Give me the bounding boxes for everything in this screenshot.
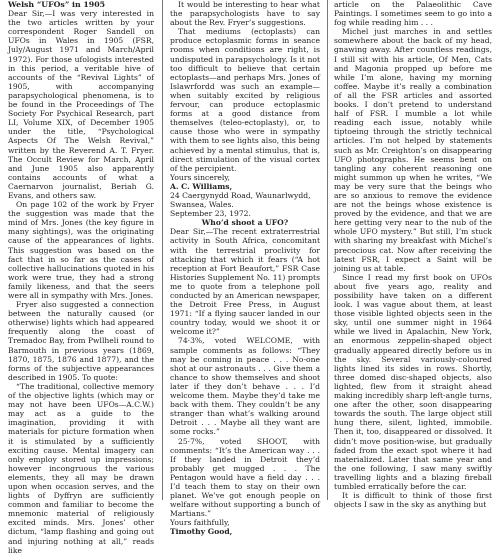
quoted-paragraph: “The traditional, collective memory of the objective lights (which may or may not have been UFOs—A.C.W.) may act as a guide to the imagination, providing it with materials for picture formation when it is stimulated by a sufficiently exciting cause. Mental imagery can only employ stored up impressions; however incongruous the various elements, they all may be drawn upon when occasion serves, and the lights of Dyffryn are sufficiently common and familiar to become the mnemonic material of religiously excited minds. Mrs. Jones’ other dictum, “lamp flashing and going out and injuring nothing at all,” reads like (8, 381, 154, 555)
paragraph: It would be interesting to hear what the parapsychologists have to say about the Rev. Fryer’s suggestions. (170, 0, 320, 28)
paragraph: On page 102 of the work by Fryer the suggestion was made that the mind of Mrs. Jones (the key figure in many sightings), was the originating cause of the appearances of lights. This suggestion was based on the fact that in so far as the cases of collective hallucinations quoted in his work were true, they had a strong family likeness, and that the seers were all in sympathy with Mrs. Jones. (8, 200, 154, 300)
paragraph: Dear Sir,—I was very interested in the two articles written by your correspondent Roger Sandell on UFOs in Wales in 1905 (FSR, July/August 1971 and March/April 1972). For those ufologists interested in this period, a veritable hive of accounts of the “Revival Lights” of 1905, with accompanying parapsychological phenomena, is to be found in the Proceedings of The Society For Psychical Research, part LI, Volume XIX, of December 1905 under the title, “Psychological Aspects Of The Welsh Revival,” written by the Reverend A. T. Fryer. The Occult Review for March, April and June 1905 also apparently contains accounts of what a Caernarvon journalist, Beriah G. Evans, and others saw. (8, 9, 154, 200)
paragraph: 74·3%, voted WELCOME, with sample comments as follows: “They may be coming in peace . . . No-one shot at our astronauts . . . Give them a chance to show themselves and shoot later if they don’t behave . . . I’d welcome them. Maybe they’d take me back with them. They couldn’t be any stranger than what’s walking around Detroit . . . Maybe all they want are some rocks.” (170, 336, 320, 437)
closing-line: Yours faithfully, (170, 518, 230, 528)
signature-block (170, 518, 320, 536)
author-name: A. C. Williams, (170, 181, 233, 191)
column-middle (170, 0, 320, 537)
paragraph: Dear Sir,—The recent extraterrestrial activity in South Africa, concomitant with the terrestrial proclivity for attacking that which it fears (“A hot reception at Fort Beaufort,” FSR Case Histories Supplement No. 11) prompts me to quote from a telephone poll conducted by an American newspaper, the Detroit Free Press, in August 1971: “If a flying saucer landed in our country today, would we shoot it or welcome it?” (170, 227, 320, 337)
paragraph: Michel just marches in and settles somewhere about the back of my head, gnawing away. After countless readings, I still sit with his article, Of Men, Cats and Magonia propped up before me while I’m alone, having my morning coffee. Maybe it’s really a combination of all the FSR articles and assorted books. I don’t pretend to understand half of FSR. I mumble a lot while reading each issue, notably while tiptoeing through the strictly technical articles. I’m not helped by statements such as Mr. Creighton’s on disappearing UFO photographs. He seems bent on tangling any coherent reasoning one might summon up when he writes, “We may be very sure that the beings who are so anxious to remove the evidence are not the beings whose existence is proved by the evidence, and that we are here getting very near to the nub of the whole UFO mystery.” But still, I’m stuck with sharing my breakfast with Michel’s precocious cat. Now after receiving the latest FSR, I expect a Saint will be joining us at table. (334, 27, 492, 273)
paragraph: That mediums (ectoplasts) can produce ectoplasmic forms in seance rooms when conditions are right, is undisputed in parapsychology. Is it not too difficult to believe that certain ectoplasts—and perhaps Mrs. Jones of Islawrfordd was such an example—when suitably excited by religious fervour, can produce ectoplasmic forms at a good distance from themselves (teleo-ectoplasty), or, to cause those who were in sympathy with them to see lights also, this being achieved by a mental stimulus, that is, direct stimulation of the visual cortex of the percipient. (170, 27, 320, 173)
signature-block (170, 173, 320, 218)
letter-heading-shoot-ufo: Who’d shoot a UFO? (201, 218, 289, 228)
letter-date: September 23, 1972. (170, 209, 251, 219)
paragraph: Since I read my first book on UFOs about five years ago, reality and possibility have taken on a different look. I was vague about them, at least those visible lighted objects seen in the sky, until one summer night in 1964 while we lived in Apalachin, New York, an enormous zeppelin-shaped object gradually appeared directly before us in the sky. Several variously-coloured lights lined its sides in rows. Shortly, three domed disc-shaped objects, also lighted, flew from it straight ahead making incredibly sharp left-angle turns, one after the other, soon disappearing towards the south. The large object still hung there, silent, lighted, immobile. Then it, too, disappeared or dissolved. It didn’t move position-wise, but gradually faded from the exact spot where it had materialized. Later that same year and the one following, I saw many swiftly travelling lights and a blazing fireball tumbled erratically before the car. (334, 272, 492, 491)
paragraph: Fryer also suggested a connection between the naturally caused (or otherwise) lights which had appeared frequently along the coast of Tremadoc Bay, from Pwllheli round to Barmouth in previous years (1869, 1870, 1875, 1876 and 1877), and the forms of the subjective appearances described in 1905. To quote: (8, 300, 154, 382)
closing-line: Yours sincerely, (170, 172, 230, 182)
column-left (8, 0, 154, 555)
column-divider (327, 0, 328, 500)
author-address: Swansea, Wales. (170, 200, 234, 210)
author-name: Timothy Good, (170, 527, 233, 537)
paragraph: article on the Palaeolithic Cave Paintings. I sometimes seem to go into a fog while reading him . . . (334, 0, 492, 28)
column-divider (162, 0, 163, 500)
author-address: 24 Caergynydd Road, Waunarlwydd, (170, 190, 311, 200)
column-right (334, 0, 492, 509)
paragraph: 25·7%, voted SHOOT, with comments: “It’s the American way . . . If they landed in Detroit they’d probably get mugged . . . The Pentagon would have a field day . . . I’d teach them to stay on their own planet. We’ve got enough people on welfare without supporting a bunch of Martians.” (170, 436, 320, 519)
paragraph: It is difficult to think of those first objects I saw in the sky as anything but (334, 491, 492, 510)
letter-heading-welsh-ufos: Welsh “UFOs” in 1905 (8, 0, 106, 9)
